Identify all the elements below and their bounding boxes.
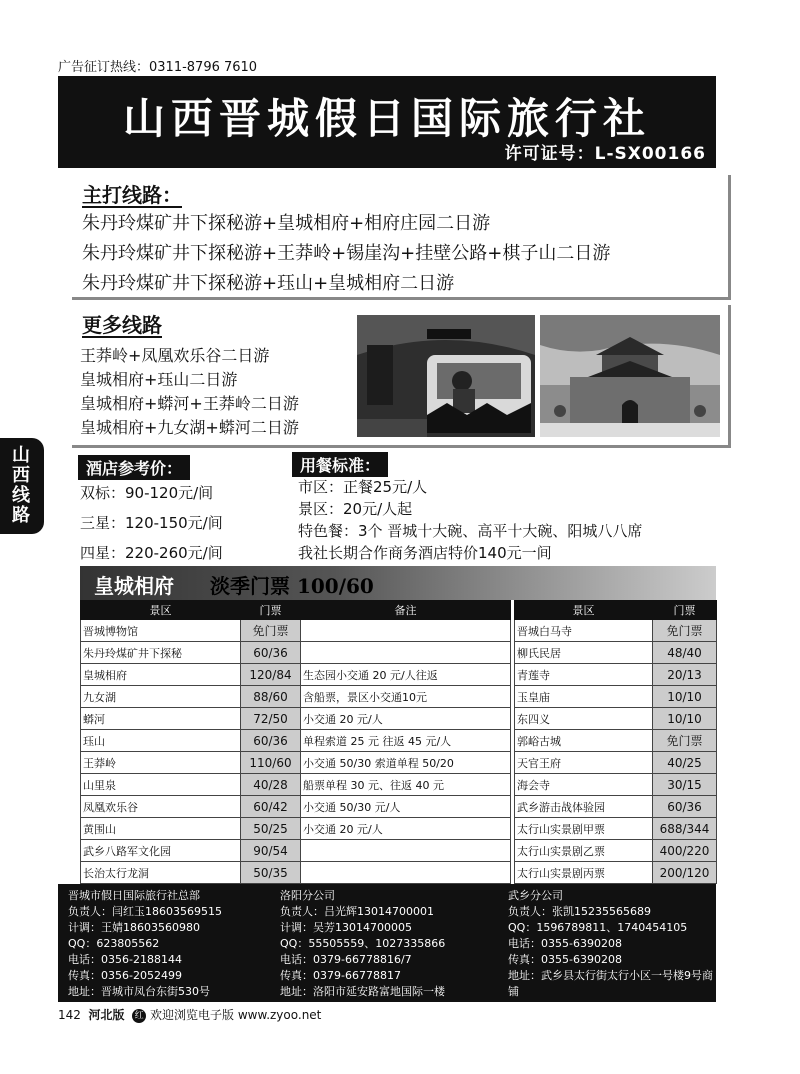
contact-line: 负责人：闫红玉18603569515 — [68, 905, 222, 918]
meal-line: 特色餐：3个 晋城十大碗、高平十大碗、阳城八八席 — [298, 522, 643, 540]
cell-ticket-2: 10/10 — [653, 708, 717, 730]
cell-ticket: 72/50 — [241, 708, 301, 730]
cell-ticket: 90/54 — [241, 840, 301, 862]
col-header-scenic-2: 景区 — [515, 601, 653, 620]
edition-label: 河北版 — [88, 1008, 125, 1022]
ticket-price-table — [80, 600, 717, 884]
cell-scenic-2: 海会寺 — [515, 774, 653, 796]
contact-line: QQ：55505559、1027335866 — [280, 937, 446, 950]
cell-scenic: 晋城博物馆 — [81, 620, 241, 642]
contact-line: 洛阳分公司 — [280, 889, 335, 902]
cell-ticket: 50/35 — [241, 862, 301, 884]
cell-ticket: 120/84 — [241, 664, 301, 686]
main-route-item: 朱丹玲煤矿井下探秘游+皇城相府+相府庄园二日游 — [82, 213, 491, 234]
cell-scenic-2: 柳氏民居 — [515, 642, 653, 664]
table-row — [81, 774, 717, 796]
hotel-line: 双标：90-120元/间 — [80, 484, 214, 502]
cell-ticket-2: 400/220 — [653, 840, 717, 862]
cell-scenic-2: 天官王府 — [515, 752, 653, 774]
contact-luoyang — [280, 888, 445, 1000]
cell-remark: 单程索道 25 元 往返 45 元/人 — [301, 730, 511, 752]
contact-line: QQ：623805562 — [68, 937, 160, 950]
cell-remark: 小交通 20 元/人 — [301, 818, 511, 840]
contact-line: 负责人：张凯15235565689 — [508, 905, 651, 918]
contact-line: 电话：0355-6390208 — [508, 937, 622, 950]
cell-ticket: 50/25 — [241, 818, 301, 840]
contact-hq — [68, 888, 222, 1000]
cell-scenic: 王莽岭 — [81, 752, 241, 774]
meal-line: 我社长期合作商务酒店特价140元一间 — [298, 544, 552, 562]
cell-scenic-2: 晋城白马寺 — [515, 620, 653, 642]
cell-scenic-2: 太行山实景剧甲票 — [515, 818, 653, 840]
cell-remark — [301, 840, 511, 862]
cell-scenic-2: 郭峪古城 — [515, 730, 653, 752]
cell-ticket-2: 10/10 — [653, 686, 717, 708]
cell-remark: 小交通 50/30 元/人 — [301, 796, 511, 818]
table-row — [81, 752, 717, 774]
table-row — [81, 862, 717, 884]
mine-train-photo — [357, 315, 535, 437]
cell-ticket: 60/36 — [241, 642, 301, 664]
meal-line: 景区：20元/人起 — [298, 500, 413, 518]
cell-scenic: 黄围山 — [81, 818, 241, 840]
cell-ticket: 40/28 — [241, 774, 301, 796]
cell-remark — [301, 862, 511, 884]
cell-remark: 船票单程 30 元、往返 40 元 — [301, 774, 511, 796]
table-row — [81, 818, 717, 840]
meal-title: 用餐标准： — [292, 452, 388, 477]
contact-line: 电话：0379-66778816/7 — [280, 953, 412, 966]
meal-line: 市区：正餐25元/人 — [298, 478, 428, 496]
cell-scenic: 珏山 — [81, 730, 241, 752]
contact-line: 负责人：吕光辉13014700001 — [280, 905, 434, 918]
cell-ticket-2: 免门票 — [653, 620, 717, 642]
main-routes-title: 主打线路： — [82, 183, 182, 207]
more-route-item: 皇城相府+蟒河+王莽岭二日游 — [80, 394, 299, 413]
cell-ticket-2: 20/13 — [653, 664, 717, 686]
cell-scenic: 长治太行龙洞 — [81, 862, 241, 884]
table-row — [81, 620, 717, 642]
cell-ticket: 60/36 — [241, 730, 301, 752]
cell-remark — [301, 642, 511, 664]
contact-line: 电话：0356-2188144 — [68, 953, 182, 966]
cell-scenic: 凤凰欢乐谷 — [81, 796, 241, 818]
contact-line: 武乡分公司 — [508, 889, 563, 902]
agency-header — [58, 76, 716, 168]
cell-remark: 小交通 50/30 索道单程 50/20 — [301, 752, 511, 774]
table-row — [81, 686, 717, 708]
cell-scenic-2: 武乡游击战体验园 — [515, 796, 653, 818]
more-routes-title: 更多线路 — [82, 313, 162, 337]
cell-scenic-2: 太行山实景剧丙票 — [515, 862, 653, 884]
table-row — [81, 642, 717, 664]
col-header-remark: 备注 — [301, 601, 511, 620]
banner-subtitle: 淡季门票 100/60 — [210, 574, 374, 598]
agency-title: 山西晋城假日国际旅行社 — [122, 94, 651, 143]
side-tab-shanxi-routes — [0, 438, 44, 534]
contact-line: 计调：吴芳13014700005 — [280, 921, 412, 934]
side-tab-label: 山西线路 — [12, 445, 30, 526]
page-number: 142 — [58, 1008, 81, 1022]
cell-scenic: 皇城相府 — [81, 664, 241, 686]
cell-remark — [301, 620, 511, 642]
col-header-scenic: 景区 — [81, 601, 241, 620]
page-footer — [58, 1006, 321, 1023]
cell-scenic: 九女湖 — [81, 686, 241, 708]
huangcheng-banner — [80, 566, 716, 600]
contact-line: 传真：0355-6390208 — [508, 953, 622, 966]
contact-line: 地址：洛阳市延安路富地国际一楼 — [280, 985, 445, 998]
cell-scenic: 蟒河 — [81, 708, 241, 730]
contact-line: 计调：王婧18603560980 — [68, 921, 200, 934]
contact-line: 传真：0379-66778817 — [280, 969, 401, 982]
cell-remark: 生态园小交通 20 元/人往返 — [301, 664, 511, 686]
branch-contacts — [58, 884, 716, 1002]
col-header-ticket-2: 门票 — [653, 601, 717, 620]
cell-scenic: 山里泉 — [81, 774, 241, 796]
more-route-item: 皇城相府+九女湖+蟒河二日游 — [80, 418, 299, 437]
cell-remark: 小交通 20 元/人 — [301, 708, 511, 730]
table-header-row — [81, 601, 717, 620]
main-route-item: 朱丹玲煤矿井下探秘游+珏山+皇城相府二日游 — [82, 273, 455, 294]
cell-scenic-2: 太行山实景剧乙票 — [515, 840, 653, 862]
hotel-line: 四星：220-260元/间 — [80, 544, 223, 562]
more-route-item: 皇城相府+珏山二日游 — [80, 370, 238, 389]
hotel-line: 三星：120-150元/间 — [80, 514, 223, 532]
cell-scenic-2: 玉皇庙 — [515, 686, 653, 708]
more-route-item: 王莽岭+凤凰欢乐谷二日游 — [80, 346, 270, 365]
table-row — [81, 730, 717, 752]
cell-scenic: 武乡八路军文化园 — [81, 840, 241, 862]
contact-line: 地址：武乡县太行街太行小区一号楼9号商铺 — [508, 969, 713, 998]
cell-scenic: 朱丹玲煤矿井下探秘 — [81, 642, 241, 664]
ancient-gate-photo — [540, 315, 720, 437]
col-header-ticket: 门票 — [241, 601, 301, 620]
hotel-title: 酒店参考价： — [78, 455, 190, 480]
contact-wuxiang — [508, 888, 716, 1000]
cell-scenic-2: 东四义 — [515, 708, 653, 730]
cell-ticket-2: 40/25 — [653, 752, 717, 774]
license-number: 许可证号：L-SX00166 — [504, 144, 706, 164]
contact-line: QQ：1596789811、1740454105 — [508, 921, 688, 934]
logo-badge-icon: 红 — [132, 1009, 146, 1023]
cell-ticket-2: 200/120 — [653, 862, 717, 884]
cell-ticket: 88/60 — [241, 686, 301, 708]
main-routes-section — [72, 175, 731, 300]
table-row — [81, 796, 717, 818]
cell-ticket-2: 免门票 — [653, 730, 717, 752]
main-route-item: 朱丹玲煤矿井下探秘游+王莽岭+锡崖沟+挂壁公路+棋子山二日游 — [82, 243, 611, 264]
contact-line: 传真：0356-2052499 — [68, 969, 182, 982]
cell-ticket-2: 60/36 — [653, 796, 717, 818]
cell-ticket-2: 688/344 — [653, 818, 717, 840]
contact-line: 晋城市假日国际旅行社总部 — [68, 889, 200, 902]
table-row — [81, 840, 717, 862]
cell-ticket: 免门票 — [241, 620, 301, 642]
cell-ticket-2: 48/40 — [653, 642, 717, 664]
cell-ticket: 110/60 — [241, 752, 301, 774]
table-row — [81, 664, 717, 686]
cell-ticket-2: 30/15 — [653, 774, 717, 796]
cell-ticket: 60/42 — [241, 796, 301, 818]
ad-hotline: 广告征订热线：0311-8796 7610 — [58, 60, 258, 75]
more-routes-section — [72, 305, 731, 448]
contact-line: 地址：晋城市凤台东街530号 — [68, 985, 210, 998]
footer-website-text: 欢迎浏览电子版 www.zyoo.net — [150, 1008, 322, 1022]
cell-remark: 含船票，景区小交通10元 — [301, 686, 511, 708]
table-row — [81, 708, 717, 730]
cell-scenic-2: 青莲寺 — [515, 664, 653, 686]
banner-title: 皇城相府 — [94, 574, 174, 598]
